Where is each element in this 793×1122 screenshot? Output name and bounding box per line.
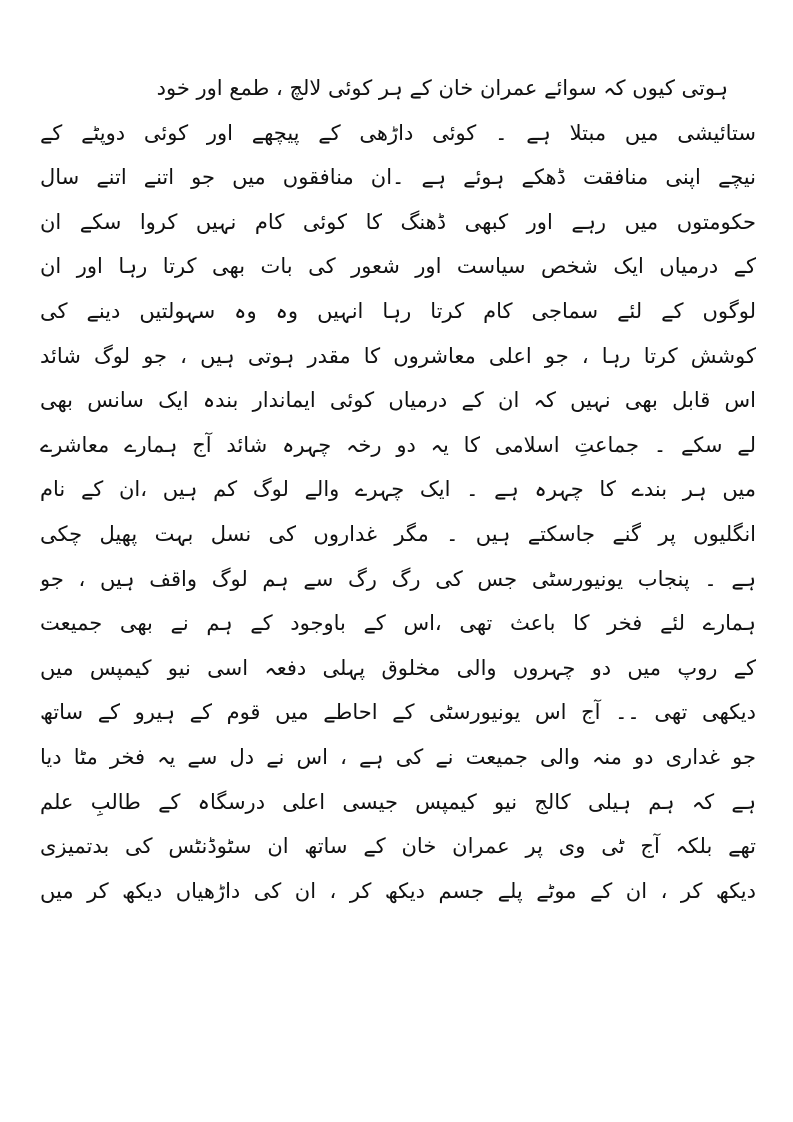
text-line: دیکھ کر ، ان کے موٹے پلے جسم دیکھ کر ، ان کی داڑھیاں دیکھ کر میں <box>40 878 756 903</box>
text-line: کے روپ میں دو چہروں والی مخلوق پہلی دفعہ اسی نیو کیمپس میں <box>40 655 756 680</box>
text-line: لے سکے ۔ جماعتِ اسلامی کا یہ دو رخہ چہرہ شائد آج ہمارے معاشرے <box>40 432 756 457</box>
text-line: نیچے اپنی منافقت ڈھکے ہوئے ہے ۔ان منافقوں میں جو اتنے اتنے سال <box>40 165 756 190</box>
text-line: جو غداری دو منہ والی جمیعت نے کی ہے ، اس نے دل سے یہ فخر مٹا دیا <box>40 744 756 769</box>
text-line: تھے بلکہ آج ٹی وی پر عمران خان کے ساتھ ان سٹوڈنٹس کی بدتمیزی <box>40 834 756 859</box>
text-line: ہوتی کیوں کہ سوائے عمران خان کے ہر کوئی لالچ ، طمع اور خود <box>156 76 728 100</box>
text-line: دیکھی تھی ۔۔ آج اس یونیورسٹی کے احاطے میں قوم کے ہیرو کے ساتھ <box>40 700 756 725</box>
text-line: کوشش کرتا رہا ، جو اعلی معاشروں کا مقدر ہوتی ہیں ، جو لوگ شائد <box>40 343 756 368</box>
text-line: کے درمیاں ایک شخص سیاست اور شعور کی بات بھی کرتا رہا اور ان <box>40 254 756 279</box>
urdu-text-body <box>40 66 756 913</box>
text-line: ستائیشی میں مبتلا ہے ۔ کوئی داڑھی کے پیچھے اور کوئی دوپٹے کے <box>40 120 756 145</box>
text-line: اس قابل بھی نہیں کہ ان کے درمیاں کوئی ایماندار بندہ ایک سانس بھی <box>40 388 756 413</box>
text-line: ہے ۔ پنجاب یونیورسٹی جس کی رگ رگ سے ہم لوگ واقف ہیں ، جو <box>40 566 756 591</box>
text-line: ہے کہ ہم ہیلی کالج نیو کیمپس جیسی اعلی درسگاہ کے طالبِ علم <box>40 789 756 814</box>
text-line: ہمارے لئے فخر کا باعث تھی ،اس کے باوجود کے ہم نے بھی جمیعت <box>40 611 756 636</box>
text-line: لوگوں کے لئے سماجی کام کرتا رہا انہیں وہ وہ سہولتیں دینے کی <box>40 298 756 323</box>
text-line: انگلیوں پر گنے جاسکتے ہیں ۔ مگر غداروں کی نسل بہت پھیل چکی <box>40 521 756 546</box>
text-line: میں ہر بندے کا چہرہ ہے ۔ ایک چہرے والے لوگ کم ہیں ،ان کے نام <box>40 477 756 502</box>
text-line: حکومتوں میں رہے اور کبھی ڈھنگ کا کوئی کام نہیں کروا سکے ان <box>40 209 756 234</box>
